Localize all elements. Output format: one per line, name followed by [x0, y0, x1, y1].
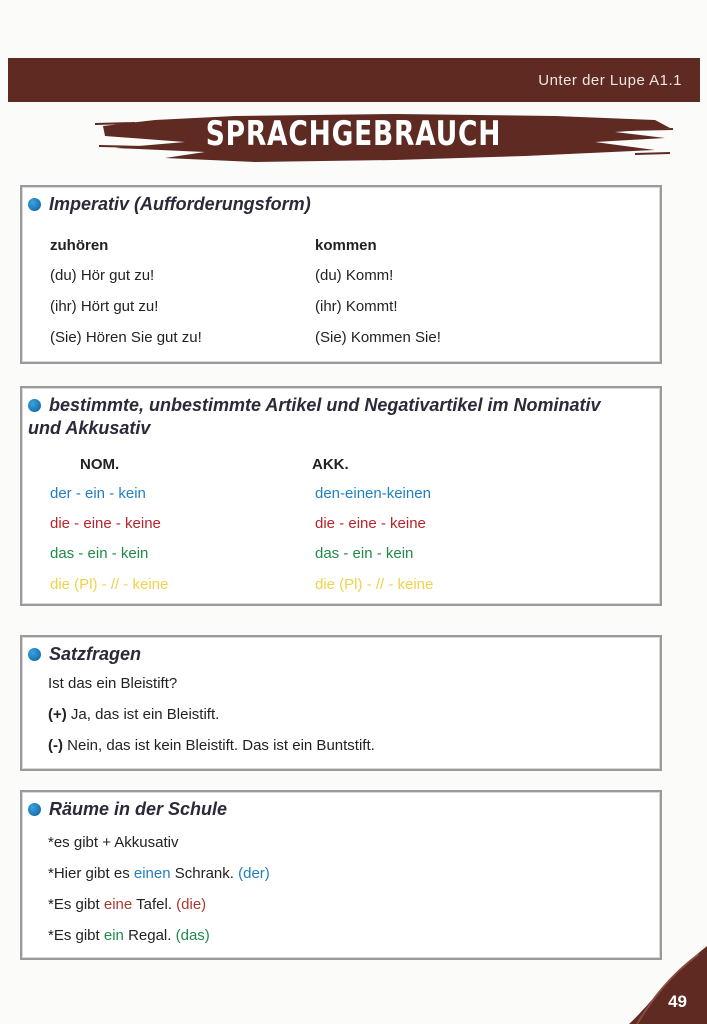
nom-plural: die (Pl) - // - keine: [50, 576, 169, 593]
bullet-icon: [28, 399, 41, 412]
rule-line: *es gibt + Akkusativ: [48, 834, 179, 851]
negative-answer: (-) Nein, das ist kein Bleistift. Das ist ein Buntstift.: [48, 737, 375, 754]
page-title: SPRACHGEBRAUCH: [205, 114, 502, 154]
kommen-sie: (Sie) Kommen Sie!: [315, 329, 441, 346]
bullet-icon: [28, 198, 41, 211]
imperativ-heading: Imperativ (Aufforderungsform): [28, 193, 311, 216]
zuhoeren-du: (du) Hör gut zu!: [50, 267, 155, 284]
example-tafel: *Es gibt eine Tafel. (die): [48, 896, 207, 913]
satzfragen-heading: Satzfragen: [28, 643, 141, 666]
akk-feminine: die - eine - keine: [315, 515, 426, 532]
kommen-du: (du) Komm!: [315, 267, 394, 284]
akk-label: AKK.: [312, 456, 349, 473]
nom-label: NOM.: [80, 456, 120, 473]
raeume-box: [20, 790, 662, 960]
artikel-heading: bestimmte, unbestimmte Artikel und Negativartikel im Nominativ und Akkusativ: [28, 395, 601, 438]
bullet-icon: [28, 803, 41, 816]
akk-neuter: das - ein - kein: [315, 545, 414, 562]
example-regal: *Es gibt ein Regal. (das): [48, 927, 210, 944]
verb-kommen: kommen: [315, 237, 377, 254]
akk-masculine: den-einen-keinen: [315, 485, 431, 502]
satzfragen-box: [20, 635, 662, 771]
raeume-heading: Räume in der Schule: [28, 798, 227, 821]
question-text: Ist das ein Bleistift?: [48, 675, 178, 692]
page-corner-decoration: [629, 946, 707, 1024]
verb-zuhoeren: zuhören: [50, 237, 109, 254]
page-number: 49: [668, 992, 687, 1011]
bullet-icon: [28, 648, 41, 661]
nom-neuter: das - ein - kein: [50, 545, 149, 562]
header-bar: [8, 58, 700, 102]
positive-answer: (+) Ja, das ist ein Bleistift.: [48, 706, 220, 723]
series-label: Unter der Lupe A1.1: [538, 72, 682, 89]
imperativ-box: [20, 185, 662, 364]
example-schrank: *Hier gibt es einen Schrank. (der): [48, 865, 270, 882]
artikel-box: [20, 386, 662, 606]
nom-feminine: die - eine - keine: [50, 515, 161, 532]
zuhoeren-sie: (Sie) Hören Sie gut zu!: [50, 329, 202, 346]
nom-masculine: der - ein - kein: [50, 485, 146, 502]
akk-plural: die (Pl) - // - keine: [315, 576, 434, 593]
kommen-ihr: (ihr) Kommt!: [315, 298, 398, 315]
zuhoeren-ihr: (ihr) Hört gut zu!: [50, 298, 159, 315]
